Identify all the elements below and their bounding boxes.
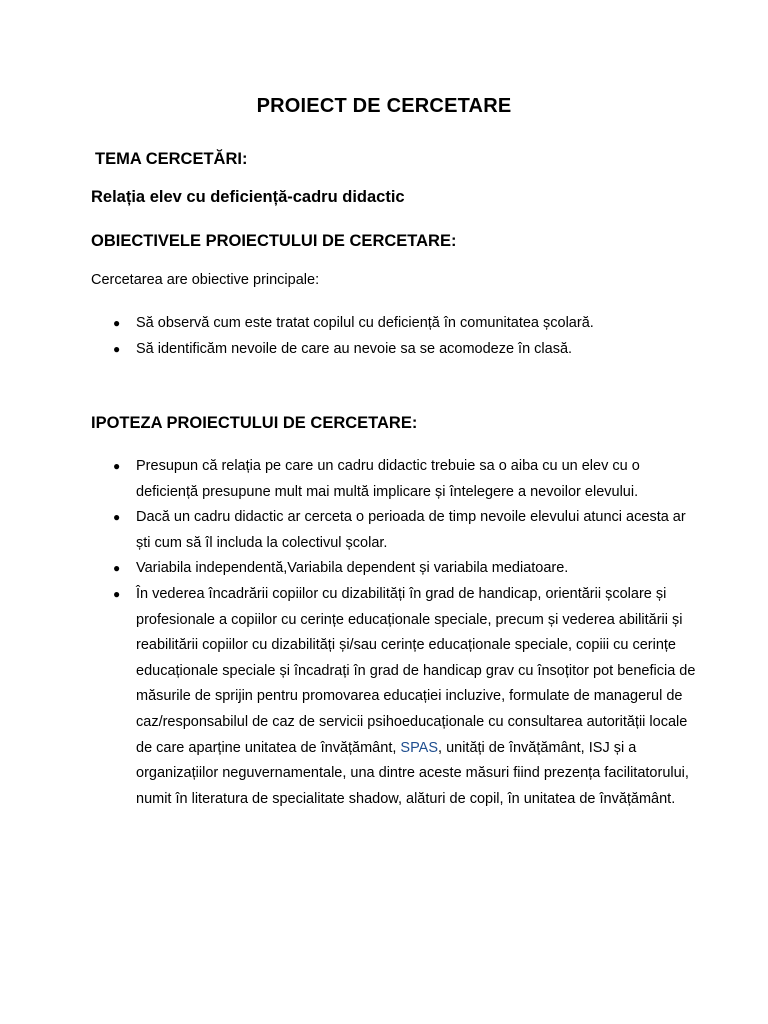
bullet-icon: ● (113, 561, 121, 576)
list-item-text: Să identificăm nevoile de care au nevoie sa se acomodeze în clasă. (136, 341, 573, 357)
bullet-icon: ● (113, 316, 121, 330)
bullet-icon: ● (113, 342, 121, 356)
list-item (91, 556, 696, 582)
hypothesis-long-part2: , unități de învățământ, ISJ și a organizațiilor neguvernamentale, una dintre aceste măsuri fiind prezența facilitatorului, numit în literatura de specialitate shadow, alături de copil, în unitatea de învățământ. (136, 739, 689, 807)
list-item (91, 310, 691, 336)
objectives-heading: OBIECTIVELE PROIECTULUI DE CERCETARE: (91, 232, 457, 250)
bullet-icon: ● (113, 586, 121, 601)
hypotheses-list (91, 454, 696, 812)
bullet-icon: ● (113, 459, 121, 473)
list-item-text (136, 586, 695, 807)
theme-heading: TEMA CERCETĂRI: (95, 150, 248, 168)
list-item (91, 454, 696, 505)
list-item-text: Presupun că relația pe care un cadru didactic trebuie sa o aiba cu un elev cu o deficiență presupune mult mai multă implicare și întelegere a nevoilor elevului. (136, 458, 640, 500)
objectives-intro: Cercetarea are obiective principale: (91, 272, 320, 288)
theme-text: Relația elev cu deficiență-cadru didactic (91, 188, 405, 206)
bullet-icon: ● (113, 510, 121, 525)
spas-link[interactable]: SPAS (400, 739, 439, 756)
objectives-list (91, 310, 691, 362)
hypothesis-heading: IPOTEZA PROIECTULUI DE CERCETARE: (91, 414, 418, 432)
page-title: PROIECT DE CERCETARE (256, 95, 512, 117)
hypothesis-long-part1: În vederea încadrării copiilor cu dizabilități în grad de handicap, orientării școlare și profesionale a copiilor cu cerințe educaționale speciale, precum și vederea abilitării și reabilitării copiilor cu dizabilități și/sau cerințe educaționale speciale, copiii cu cerințe educaționale speciale și încadrați în grad de handicap grav cu însoțitor pot beneficia de măsurile de sprijin pentru promovarea educației incluzive, formulate de managerul de caz/responsabilul de caz de servicii psihoeducaționale cu consultarea autorității locale de care aparține unitatea de învățământ, (136, 585, 696, 756)
list-item (91, 505, 696, 556)
list-item-text: Să observă cum este tratat copilul cu deficiență în comunitatea școlară. (136, 315, 594, 331)
list-item-text: Dacă un cadru didactic ar cerceta o perioada de timp nevoile elevului atunci acesta ar ști cum să îl includa la colectivul școlar. (136, 509, 686, 551)
list-item (91, 336, 691, 362)
list-item (91, 582, 696, 812)
list-item-text: Variabila independentă,Variabila dependent și variabila mediatoare. (136, 560, 569, 577)
